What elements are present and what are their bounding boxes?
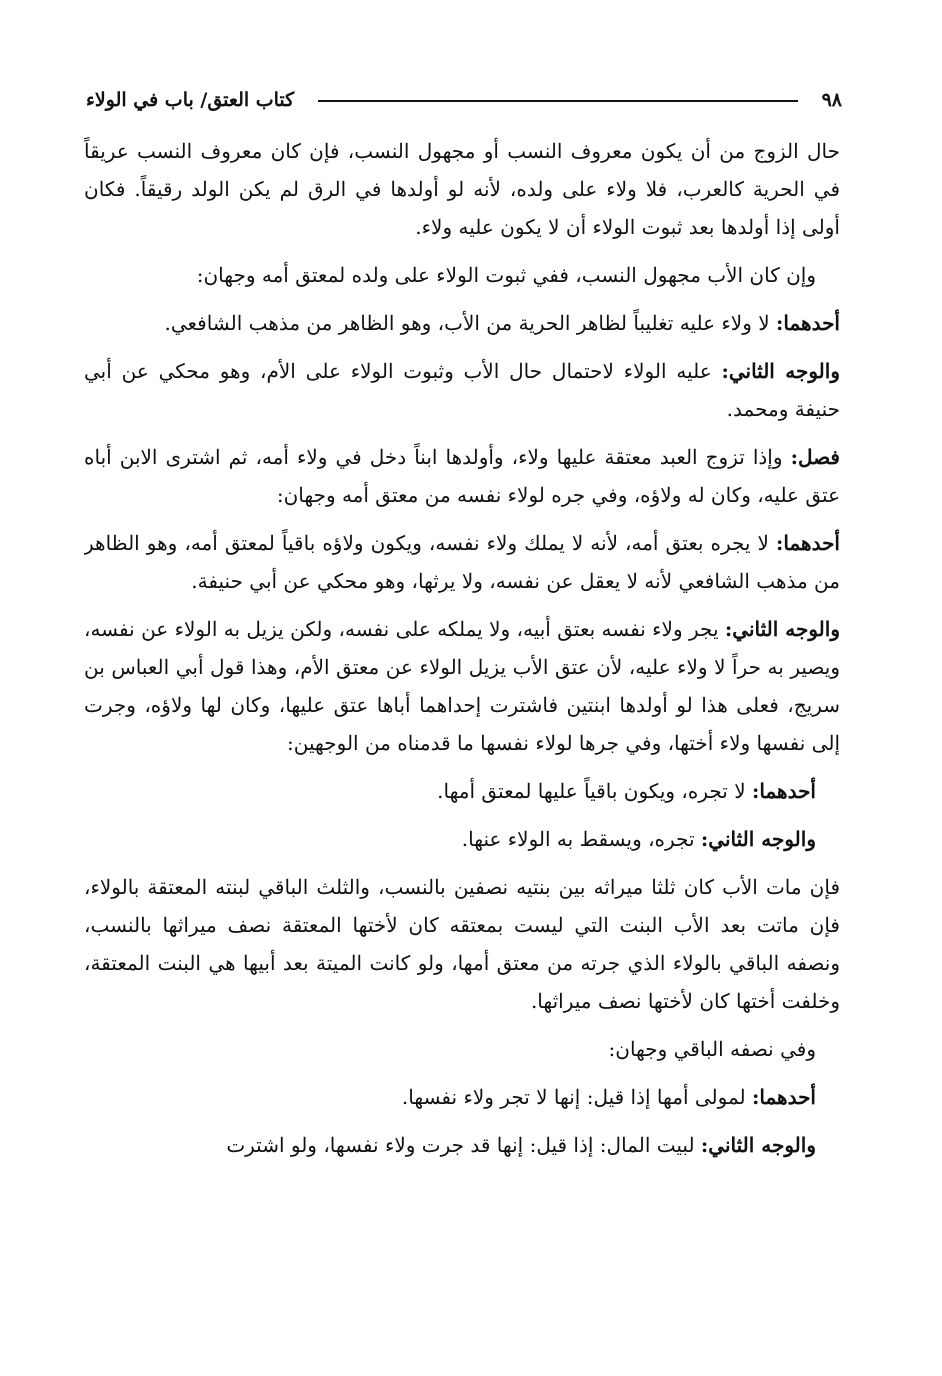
page-number: ٩٨	[821, 89, 842, 111]
paragraph-lead: والوجه الثاني:	[700, 827, 816, 851]
paragraph-text: لا يجره بعتق أمه، لأنه لا يملك ولاء نفسه، ويكون ولاؤه باقياً لمعتق أمه، وهو الظاهر من مذهب الشافعي لأنه لا يعقل عن نفسه، ولا يرثها، وهو محكي عن أبي حنيفة.	[84, 531, 840, 593]
paragraph-lead: فصل:	[790, 445, 840, 469]
body-text	[84, 132, 840, 1360]
paragraph-lead: أحدهما:	[751, 779, 816, 803]
paragraph-11	[84, 1030, 840, 1068]
paragraph-4	[84, 352, 840, 428]
paragraph-lead: أحدهما:	[775, 311, 840, 335]
paragraph-text: لا ولاء عليه تغليباً لظاهر الحرية من الأب، وهو الظاهر من مذهب الشافعي.	[164, 311, 776, 335]
paragraph-text: وفي نصفه الباقي وجهان:	[608, 1037, 816, 1061]
paragraph-9	[84, 820, 840, 858]
paragraph-text: وإن كان الأب مجهول النسب، ففي ثبوت الولاء على ولده لمعتق أمه وجهان:	[196, 263, 816, 287]
paragraph-text: حال الزوج من أن يكون معروف النسب أو مجهول النسب، فإن كان معروف النسب عريقاً في الحرية كالعرب، فلا ولاء على ولده، لأنه لو أولدها في الرق لم يكن الولد رقيقاً. فكان أولى إذا أولدها بعد ثبوت الولاء أن لا يكون عليه ولاء.	[84, 139, 840, 239]
paragraph-lead: والوجه الثاني:	[724, 617, 840, 641]
paragraph-6	[84, 524, 840, 600]
paragraph-lead: والوجه الثاني:	[721, 359, 840, 383]
header-rule	[318, 100, 798, 102]
paragraph-12	[84, 1078, 840, 1116]
paragraph-text: يجر ولاء نفسه بعتق أبيه، ولا يملكه على نفسه، ولكن يزيل به الولاء عن نفسه، ويصير به حراً لا ولاء عليه، لأن عتق الأب يزيل الولاء عن معتق الأم، وهذا قول أبي العباس بن سريج، فعلى هذا لو أولدها ابنتين فاشترت إحداهما أباها عتق عليها، وكان لها ولاؤه، وجرت إلى نفسها ولاء أختها، وفي جرها لولاء نفسها ما قدمناه من الوجهين:	[84, 617, 840, 755]
paragraph-text: لا تجره، ويكون باقياً عليها لمعتق أمها.	[437, 779, 752, 803]
running-title: كتاب العتق/ باب في الولاء	[86, 89, 295, 111]
paragraph-text: لبيت المال: إذا قيل: إنها قد جرت ولاء نفسها، ولو اشترت	[226, 1133, 701, 1157]
paragraph-lead: أحدهما:	[775, 531, 840, 555]
page-header	[86, 82, 842, 118]
paragraph-10	[84, 868, 840, 1020]
paragraph-text: فإن مات الأب كان ثلثا ميراثه بين بنتيه نصفين بالنسب، والثلث الباقي لبنته المعتقة بالولاء، فإن ماتت بعد الأب البنت التي ليست بمعتقه كان لأختها المعتقة نصف ميراثها بالنسب، ونصفه الباقي بالولاء الذي جرته من معتق أمها، ولو كانت الميتة بعد أبيها هي البنت المعتقة، وخلفت أختها كان لأختها نصف ميراثها.	[84, 875, 840, 1013]
paragraph-lead: أحدهما:	[751, 1085, 816, 1109]
paragraph-text: تجره، ويسقط به الولاء عنها.	[461, 827, 701, 851]
paragraph-text: وإذا تزوج العبد معتقة عليها ولاء، وأولدها ابناً دخل في ولاء أمه، ثم اشترى الابن أباه عتق عليه، وكان له ولاؤه، وفي جره لولاء نفسه من معتق أمه وجهان:	[84, 445, 840, 507]
paragraph-lead: والوجه الثاني:	[700, 1133, 816, 1157]
paragraph-5	[84, 438, 840, 514]
paragraph-13	[84, 1126, 840, 1164]
paragraph-1	[84, 132, 840, 246]
paragraph-2	[84, 256, 840, 294]
paragraph-3	[84, 304, 840, 342]
paragraph-text: عليه الولاء لاحتمال حال الأب وثبوت الولاء على الأم، وهو محكي عن أبي حنيفة ومحمد.	[84, 359, 840, 421]
paragraph-8	[84, 772, 840, 810]
paragraph-7	[84, 610, 840, 762]
paragraph-text: لمولى أمها إذا قيل: إنها لا تجر ولاء نفسها.	[401, 1085, 752, 1109]
